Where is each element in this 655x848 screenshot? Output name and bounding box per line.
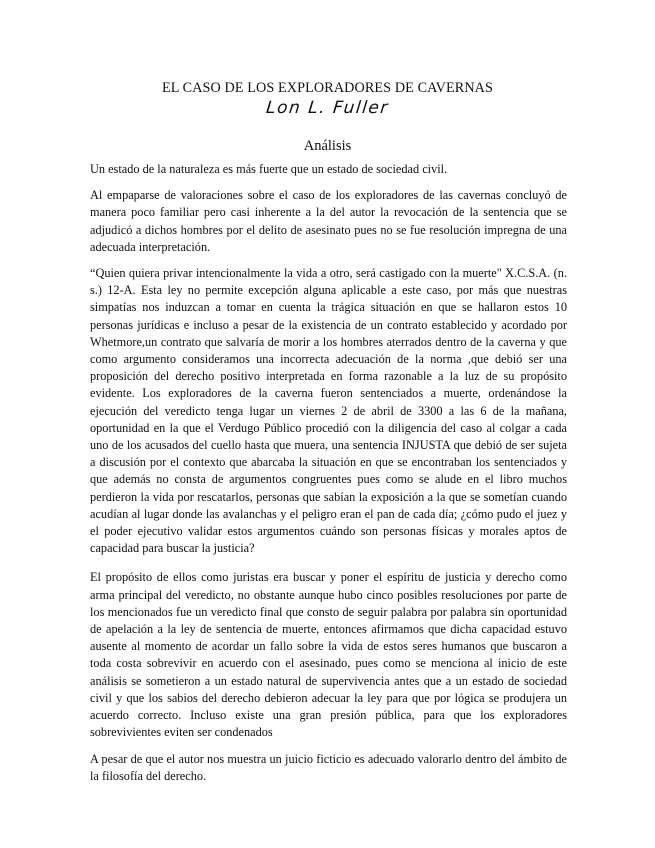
paragraph: A pesar de que el autor nos muestra un juicio ficticio es adecuado valorarlo dentro del ámbito de la filosofía del derecho. <box>90 751 567 783</box>
document-title: EL CASO DE LOS EXPLORADORES DE CAVERNAS <box>161 80 494 96</box>
paragraph: Un estado de la naturaleza es más fuerte que un estado de sociedad civil. <box>90 162 448 176</box>
document-body <box>90 161 567 794</box>
paragraph: El propósito de ellos como juristas era buscar y poner el espíritu de justicia y derecho como arma principal del veredicto, no obstante aunque hubo cinco posibles resoluciones por parte de los mencionados fue un veredicto final que consto de seguir palabra por palabra sin oportunidad de apelación a la ley de sentencia de muerte, entonces afirmamos que dicha capacidad estuvo ausente al momento de acordar un fallo sobre la vida de estos seres humanos que buscaron a toda costa sobrevivir en acuerdo con el asesinado, pues como se menciona al inicio de este análisis se sometieron a un estado natural de supervivencia antes que a un estado de sociedad civil y que los sabios del derecho debieron adecuar la ley para que por lógica se produjera un acuerdo correcto. Incluso existe una gran presión pública, para que los exploradores sobrevivientes eviten ser condenados <box>90 570 567 740</box>
paragraph: “Quien quiera privar intencionalmente la vida a otro, será castigado con la muerte" X.C.S.A. (n. s.) 12-A. Esta ley no permite excepción alguna aplicable a este caso, por más que nuestras simpatías nos induzcan a tomar en cuenta la trágica situación en que se hallaron estos 10 personas jurídicas e incluso a pesar de la existencia de un contrato establecido y acordado por Whetmore,un contrato que salvaría de morir a los hombres aterrados dentro de la caverna y que como argumento consideramos una incorrecta adecuación de la norma ,que debió ser una proposición del derecho positivo interpretada en forma razonable a la luz de su propósito evidente. Los exploradores de la caverna fueron sentenciados a muerte, ordenándose la ejecución del veredicto tenga lugar un viernes 2 de abril de 3300 a las 6 de la mañana, oportunidad en la que el Verdugo Público procedió con la diligencia del caso al colgar a cada uno de los acusados del cuello hasta que muera, una sentencia INJUSTA que debió de ser sujeta a discusión por el contexto que abarcaba la situación en que se encontraban los sentenciados y que además no consta de argumentos congruentes pues como se alude en el libro muchos perdieron la vida por rescatarlos, personas que sabían la exposición a la que se sometían cuando acudían al lugar donde las avalanchas y el peligro eran el pan de cada día; ¿cómo pudo el juez y el poder ejecutivo validar estos argumentos cuándo son personas físicas y morales aptos de capacidad para buscar la justicia? <box>90 266 567 556</box>
paragraph: Al empaparse de valoraciones sobre el caso de los exploradores de las cavernas concluyó de manera poco familiar pero casi inherente a la del autor la revocación de la sentencia que se adjudicó a dichos hombres por el delito de asesinato pues no se fue resolución impregna de una adecuada interpretación. <box>90 188 567 254</box>
section-heading: Análisis <box>303 138 352 154</box>
author-signature: Lon L. Fuller <box>265 98 390 118</box>
